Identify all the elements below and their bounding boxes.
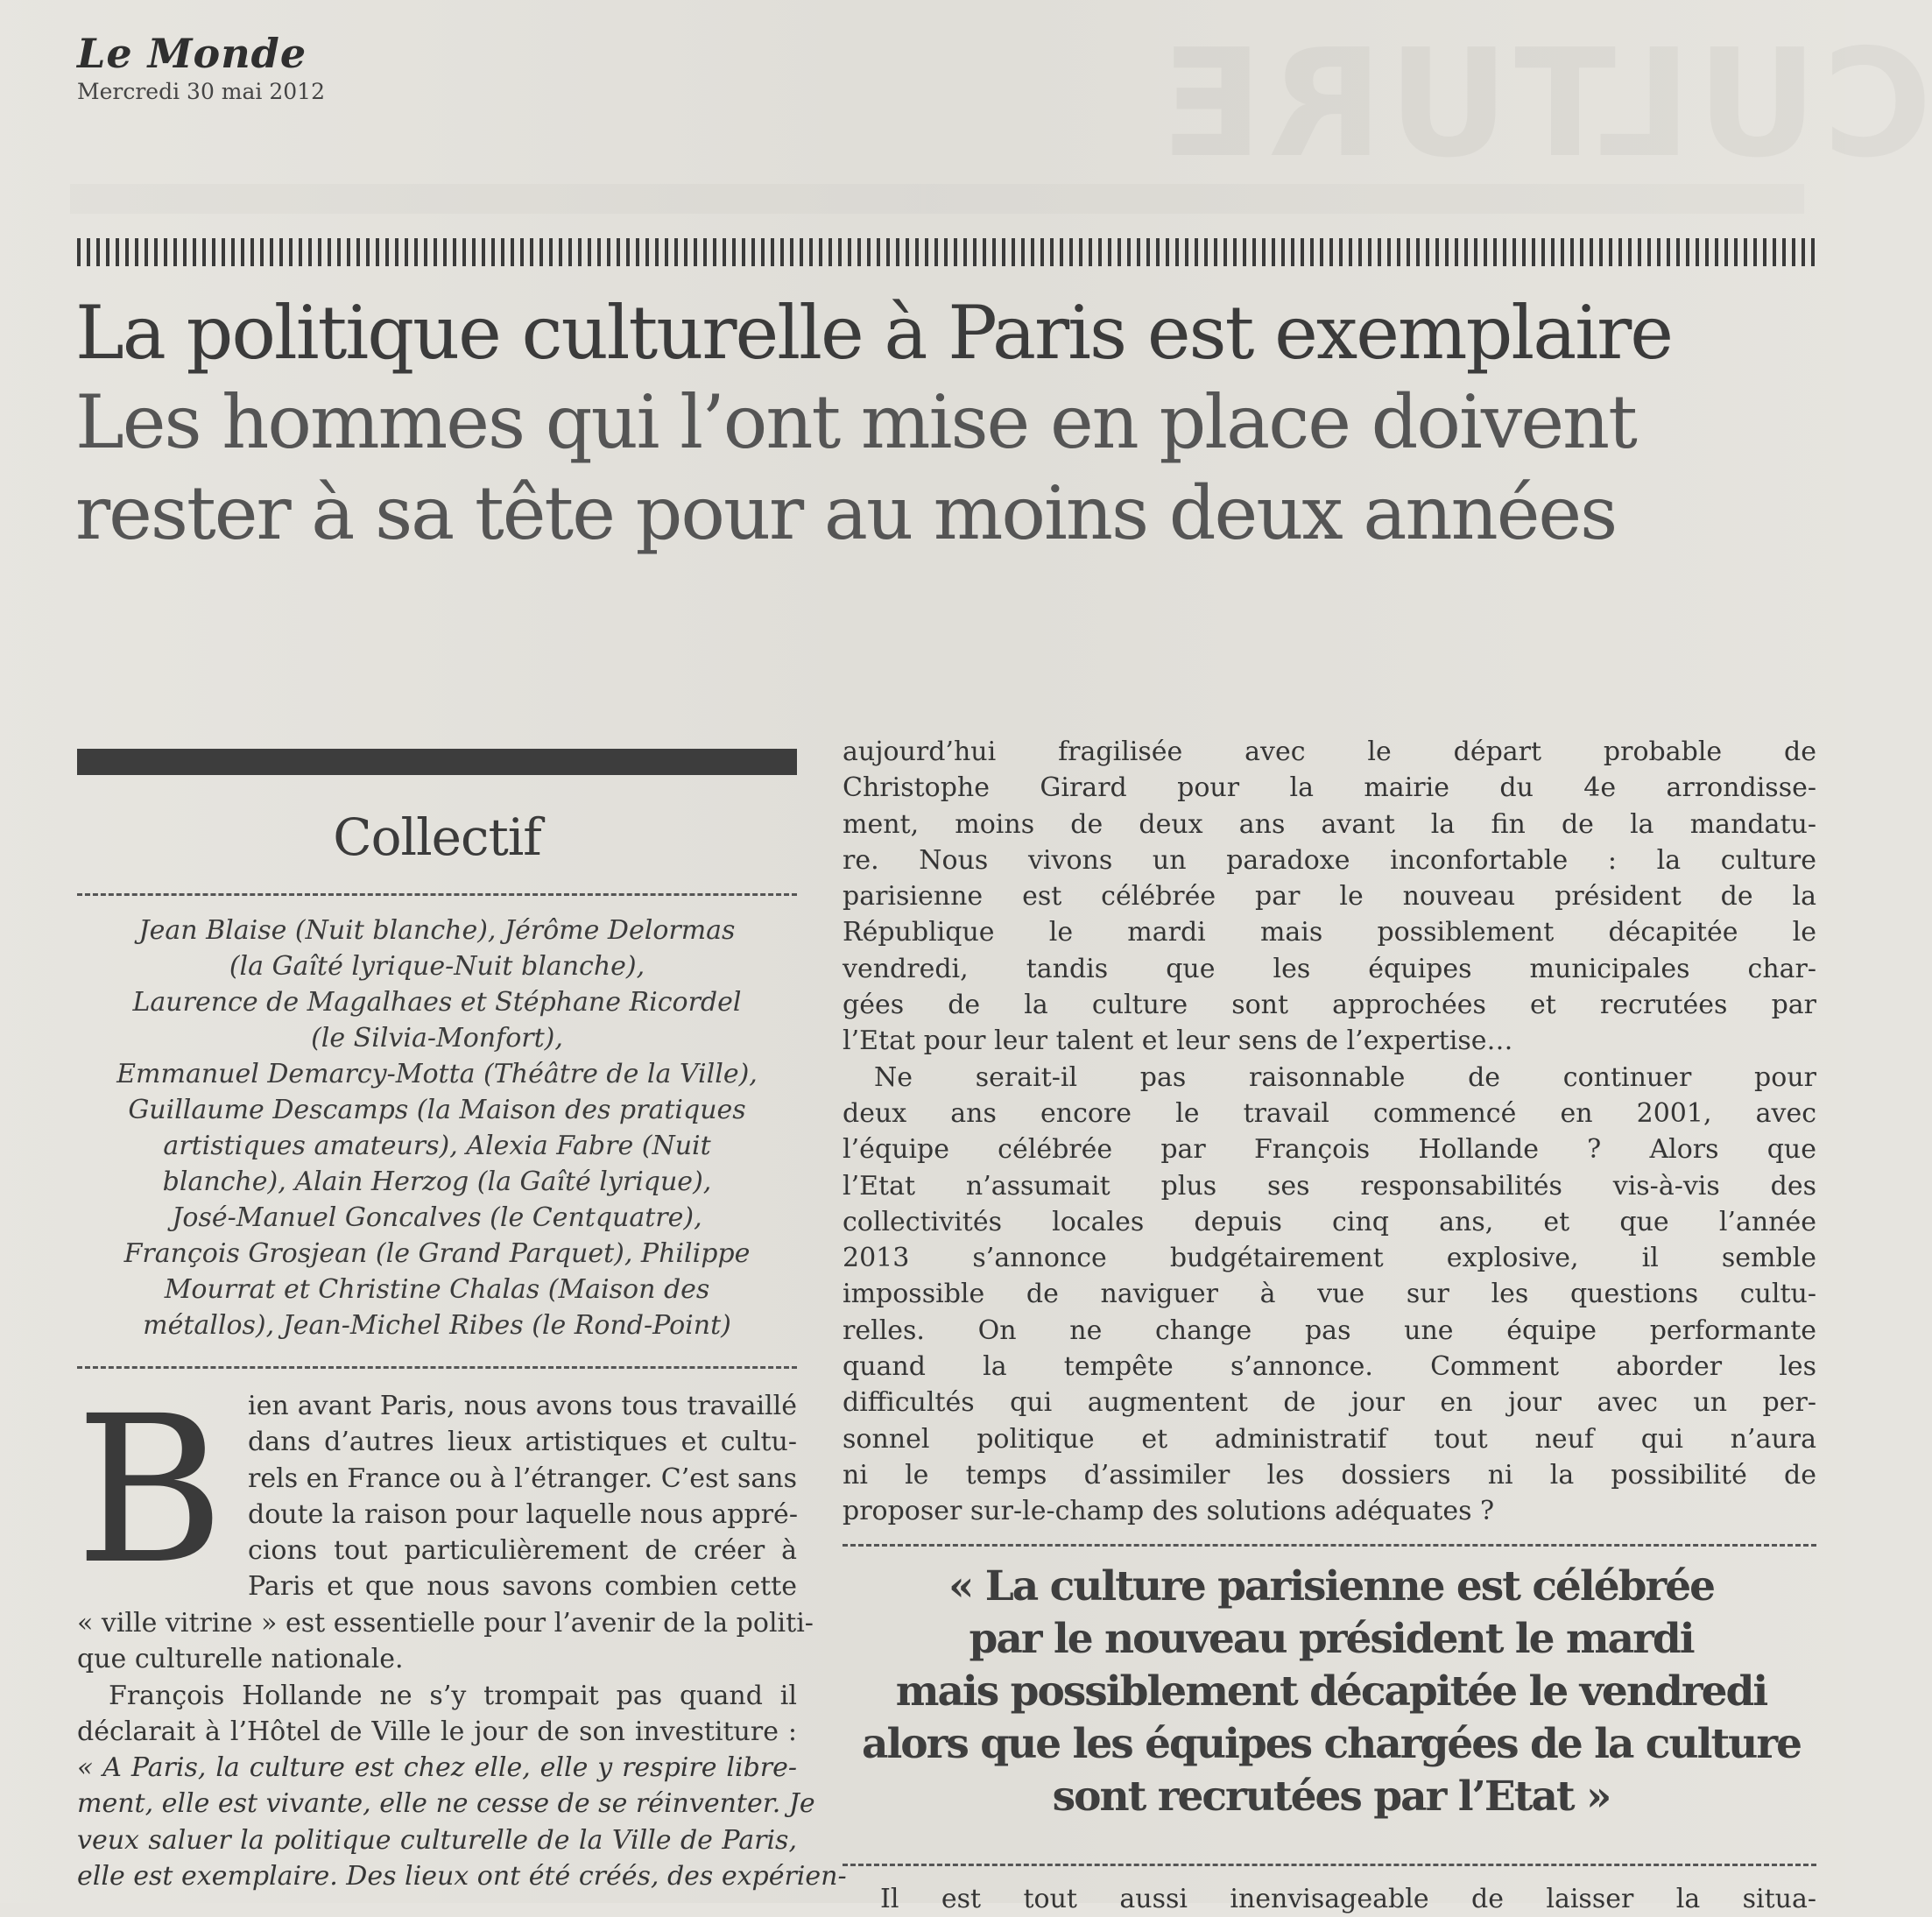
body-line: Paris et que nous savons combien cette: [248, 1571, 797, 1603]
body-line: sonnel politique et administratif tout neuf qui n’aura: [843, 1423, 1816, 1455]
pull-quote-line: mais possiblement décapitée le vendredi: [895, 1667, 1767, 1716]
body-line: ni le temps d’assimiler les dossiers ni la possibilité de: [843, 1459, 1816, 1491]
body-line: relles. On ne change pas une équipe performante: [843, 1314, 1816, 1346]
body-line: vendredi, tandis que les équipes municipales char-: [843, 953, 1816, 984]
headline-subtitle-line-2: rester à sa tête pour au moins deux années: [75, 470, 1617, 556]
quote-line: elle est exemplaire. Des lieux ont été créés, des expérien-: [77, 1861, 847, 1892]
body-line: l’Etat pour leur talent et leur sens de l’expertise…: [843, 1025, 1513, 1057]
contributors-line: Guillaume Descamps (la Maison des pratiques: [128, 1095, 746, 1125]
body-line: François Hollande ne s’y trompait pas quand il: [109, 1680, 797, 1711]
body-line: aujourd’hui fragilisée avec le départ probable de: [843, 736, 1816, 767]
contributors-list: [77, 913, 797, 1343]
pull-quote-line: par le nouveau président le mardi: [969, 1615, 1694, 1663]
body-line: que culturelle nationale.: [77, 1644, 404, 1675]
quote-line: ment, elle est vivante, elle ne cesse de se réinventer. Je: [77, 1788, 815, 1820]
divider-bottom: [77, 1366, 797, 1369]
author-bar: [77, 749, 797, 775]
drop-cap: B: [75, 1372, 225, 1609]
body-line: re. Nous vivons un paradoxe inconfortable : la culture: [843, 844, 1816, 876]
contributors-line: (la Gaîté lyrique-Nuit blanche),: [229, 951, 645, 982]
contributors-line: (le Silvia-Monfort),: [311, 1023, 563, 1054]
body-line: Christophe Girard pour la mairie du 4e arrondisse-: [843, 772, 1816, 804]
body-line: proposer sur-le-champ des solutions adéquates ?: [843, 1496, 1495, 1527]
left-column-dropcap-lines: [248, 1388, 797, 1605]
pullquote-divider-top: [843, 1544, 1816, 1547]
headline-subtitle-line-1: Les hommes qui l’ont mise en place doivent: [75, 379, 1636, 465]
body-line: Ne serait-il pas raisonnable de continuer pour: [874, 1061, 1816, 1093]
quote-line: veux saluer la politique culturelle de la Ville de Paris,: [77, 1824, 797, 1856]
headline-title: La politique culturelle à Paris est exemplaire: [75, 290, 1673, 376]
body-line: 2013 s’annonce budgétairement explosive, il semble: [843, 1243, 1816, 1274]
body-line: « ville vitrine » est essentielle pour l’avenir de la politi-: [77, 1608, 814, 1639]
body-line: rels en France ou à l’étranger. C’est sans: [248, 1462, 797, 1494]
contributors-line: métallos), Jean-Michel Ribes (le Rond-Point): [143, 1310, 731, 1341]
body-line: l’équipe célébrée par François Hollande ? Alors que: [843, 1134, 1816, 1166]
body-line: gées de la culture sont approchées et recrutées par: [843, 990, 1816, 1021]
body-line: déclarait à l’Hôtel de Ville le jour de son investiture :: [77, 1716, 797, 1747]
pull-quote-line: « La culture parisienne est célébrée: [948, 1562, 1715, 1610]
pull-quote: [841, 1561, 1822, 1823]
body-line: difficultés qui augmentent de jour en jour avec un per-: [843, 1387, 1816, 1419]
contributors-line: artistiques amateurs), Alexia Fabre (Nuit: [163, 1131, 711, 1161]
body-line: l’Etat n’assumait plus ses responsabilités vis-à-vis des: [843, 1170, 1816, 1202]
masthead: [77, 30, 325, 104]
body-line: deux ans encore le travail commencé en 2001, avec: [843, 1097, 1816, 1129]
right-column: [843, 734, 1816, 1530]
author-name: Collectif: [333, 807, 541, 867]
body-line: dans d’autres lieux artistiques et cultu-: [248, 1427, 797, 1458]
quote-line: « A Paris, la culture est chez elle, elle y respire libre-: [77, 1752, 797, 1784]
left-column: [77, 1605, 847, 1894]
section-rule: [77, 238, 1820, 266]
body-line: collectivités locales depuis cinq ans, et que l’année: [843, 1206, 1816, 1237]
bleed-through-text: CULTURE: [1156, 18, 1932, 191]
body-line: ment, moins de deux ans avant la fin de la mandatu-: [843, 808, 1816, 840]
contributors-line: Emmanuel Demarcy-Motta (Théâtre de la Ville),: [116, 1059, 758, 1089]
body-line: impossible de naviguer à vue sur les questions cultu-: [843, 1279, 1816, 1310]
divider-top: [77, 893, 797, 896]
contributors-line: Mourrat et Christine Chalas (Maison des: [164, 1274, 710, 1305]
body-line: quand la tempête s’annonce. Comment aborder les: [843, 1351, 1816, 1383]
body-line: cions tout particulièrement de créer à: [248, 1535, 797, 1567]
body-line-cut: Il est tout aussi inenvisageable de laisser la situa-: [880, 1884, 1816, 1914]
body-line: parisienne est célébrée par le nouveau président de la: [843, 881, 1816, 913]
right-column-continuation: [880, 1881, 1816, 1917]
pull-quote-line: alors que les équipes chargées de la culture: [862, 1720, 1801, 1768]
contributors-line: Jean Blaise (Nuit blanche), Jérôme Delormas: [138, 915, 736, 946]
pullquote-divider-bottom: [843, 1864, 1816, 1866]
publication-date: Mercredi 30 mai 2012: [77, 79, 325, 104]
body-line: République le mardi mais possiblement décapitée le: [843, 917, 1816, 948]
contributors-line: José-Manuel Goncalves (le Centquatre),: [172, 1202, 702, 1233]
headline: [75, 289, 1818, 559]
newspaper-logo: Le Monde: [77, 30, 307, 77]
contributors-line: blanche), Alain Herzog (la Gaîté lyrique),: [162, 1166, 712, 1197]
body-line: doute la raison pour laquelle nous appré-: [248, 1498, 798, 1530]
contributors-line: Laurence de Magalhaes et Stéphane Ricordel: [132, 987, 742, 1018]
contributors-line: François Grosjean (le Grand Parquet), Philippe: [123, 1238, 751, 1269]
body-line: ien avant Paris, nous avons tous travaillé: [248, 1391, 797, 1421]
pull-quote-line: sont recrutées par l’Etat »: [1052, 1773, 1611, 1821]
